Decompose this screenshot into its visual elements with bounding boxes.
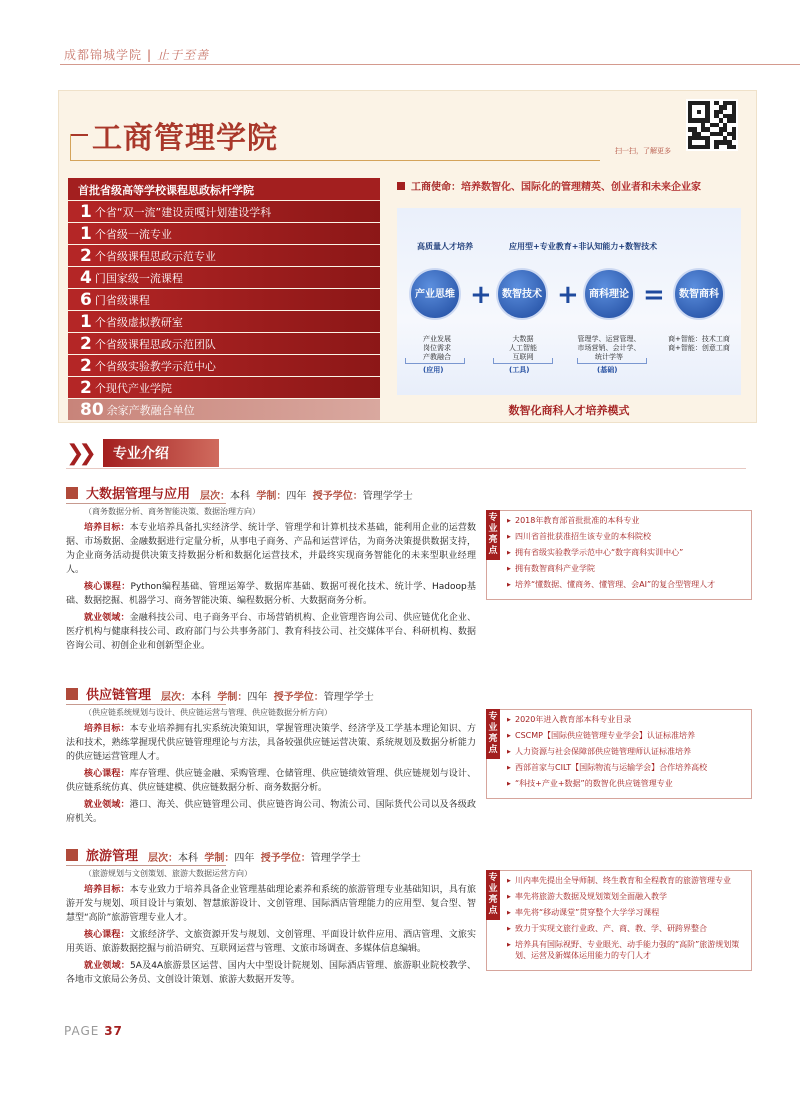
highlight-item: ▶ 2018年教育部首批批准的本科专业 xyxy=(507,515,745,526)
major-rule xyxy=(66,503,226,504)
degree-value: 管理学学士 xyxy=(362,491,413,502)
highlight-item: ▶ 拥有数智商科产业学院 xyxy=(507,563,745,574)
years-value: 四年 xyxy=(286,491,307,502)
goal-text: 本专业培养拥有扎实系统决策知识，掌握管理决策学、经济学及工学基本理论知识、方法和技术，熟练掌握现代供应链管理理论与方法，具备较强供应链运营决策、系统规划及数据分析能力的供应链运营管理人才。 xyxy=(66,724,476,762)
jobs-text: 港口、海关、供应链管理公司、供应链咨询公司、物流公司、国际货代公司以及各级政府机关。 xyxy=(66,800,476,824)
qr-code[interactable] xyxy=(686,99,738,151)
major-rule xyxy=(66,865,226,866)
school-name: 成都锦城学院 xyxy=(64,48,143,62)
major-block xyxy=(66,482,756,656)
header-text: 成都锦城学院 | 止于至善 xyxy=(64,48,210,62)
model-head-left: 高质量人才培养 xyxy=(417,242,473,251)
model-head-right: 应用型+专业教育+非认知能力+数智技术 xyxy=(509,242,658,251)
goal-text: 本专业致力于培养具备企业管理基础理论素养和系统的旅游管理专业基础知识，具有旅游开发与规划、项目设计与策划、智慧旅游设计、文创管理、国际酒店管理能力的应用型、复合型、智慧型“高阶”旅游管理专业人才。 xyxy=(66,885,476,923)
level-label: 层次： xyxy=(161,692,192,703)
core-text: 文旅经济学、文旅资源开发与规划、文创管理、平面设计软件应用、酒店管理、文旅实用英语、旅游数据挖掘与前沿研究、互联网运营与管理、文旅市场调查、多媒体信息编辑。 xyxy=(66,930,476,954)
stats-row xyxy=(68,223,380,244)
major-block xyxy=(66,683,756,829)
major-name: 供应链管理 xyxy=(86,688,152,703)
years-label: 学制： xyxy=(256,491,287,502)
bullet-square-icon xyxy=(66,487,78,499)
stats-text: 个省级虚拟教研室 xyxy=(94,315,183,329)
stats-text: 余家产教融合单位 xyxy=(106,403,195,417)
goal-label: 培养目标： xyxy=(84,523,130,533)
major-body xyxy=(66,521,476,653)
major-meta xyxy=(200,487,413,502)
page-number: 37 xyxy=(104,1024,123,1038)
school-motto: 止于至善 xyxy=(157,48,210,62)
stats-number: 2 xyxy=(80,377,92,398)
major-name: 旅游管理 xyxy=(86,849,139,864)
model-note-result: 商+智能：技术工商 商+智能：创意工商 xyxy=(668,335,730,352)
highlight-item: ▶ 培养具有国际视野、专业眼光、动手能力强的“高阶”旅游规划策划、运营及新媒体运用能力的专门人才 xyxy=(507,939,745,961)
major-name: 大数据管理与应用 xyxy=(86,487,191,502)
model-brace xyxy=(405,358,465,364)
stats-number: 80 xyxy=(80,399,104,420)
jobs-text: 金融科技公司、电子商务平台、市场营销机构、企业管理咨询公司、供应链优化企业、医疗机构与健康科技公司、政府部门与公共事务部门、教育科技公司、社交媒体平台、科研机构、数据咨询公司、初创企业和创新型企业。 xyxy=(66,613,476,651)
level-value: 本科 xyxy=(230,491,251,502)
years-value: 四年 xyxy=(247,692,268,703)
stats-row xyxy=(68,245,380,266)
stats-row xyxy=(68,333,380,354)
section-divider xyxy=(66,468,746,469)
stats-row xyxy=(68,267,380,288)
mission-label: 工商使命： xyxy=(411,182,461,193)
model-note-theory: 管理学、运营管理、 市场营销、会计学、 统计学等 xyxy=(577,335,641,361)
page-label: PAGE xyxy=(64,1024,100,1038)
mission-statement xyxy=(397,178,701,193)
equals-icon: = xyxy=(643,280,665,310)
level-value: 本科 xyxy=(191,692,212,703)
model-circle-theory: 商科理论 xyxy=(583,268,635,320)
top-bar xyxy=(0,0,800,62)
plus-icon: + xyxy=(470,280,492,310)
jobs-label: 就业领域： xyxy=(84,800,130,810)
core-label: 核心课程： xyxy=(84,930,130,940)
stats-text: 个省级课程思政示范团队 xyxy=(94,337,216,351)
core-text: Python编程基础、管理运筹学、数据库基础、数据可视化技术、统计学、Hadoop基础、数据挖掘、机器学习、商务智能决策、编程数据分析、大数据商务分析。 xyxy=(66,582,476,606)
goal-label: 培养目标： xyxy=(84,885,130,895)
highlight-item: ▶ 川内率先提出全导师制、终生教育和全程教育的旅游管理专业 xyxy=(507,875,745,886)
highlight-item: ▶ 率先将旅游大数据及规划策划全面融入教学 xyxy=(507,891,745,902)
highlight-list xyxy=(487,511,751,599)
model-circle-tech: 数智技术 xyxy=(496,268,548,320)
years-value: 四年 xyxy=(234,853,255,864)
model-cap-application: (应用) xyxy=(423,366,444,374)
core-label: 核心课程： xyxy=(84,769,130,779)
model-note-industry: 产业发展 岗位需求 产教融合 xyxy=(423,335,451,361)
highlight-tag: 专业亮点 xyxy=(486,709,500,759)
bullet-square-icon xyxy=(66,688,78,700)
degree-label: 授予学位： xyxy=(312,491,363,502)
stats-number: 6 xyxy=(80,289,92,310)
model-circle-result: 数智商科 xyxy=(673,268,725,320)
level-label: 层次： xyxy=(200,491,231,502)
highlight-item: ▶ “科技+产业+数据”的数智化供应链管理专业 xyxy=(507,778,745,789)
qr-caption: 扫一扫，了解更多 xyxy=(615,147,671,155)
highlight-list xyxy=(487,710,751,798)
highlight-item: ▶ 人力资源与社会保障部供应链管理师认证标准培养 xyxy=(507,746,745,757)
section-heading xyxy=(66,440,219,466)
major-rule xyxy=(66,704,226,705)
stats-text: 个省级实验教学示范中心 xyxy=(94,359,216,373)
highlight-list xyxy=(487,871,751,970)
highlight-item: ▶ 率先将“移动课堂”贯穿整个大学学习课程 xyxy=(507,907,745,918)
major-block xyxy=(66,844,756,990)
highlight-item: ▶ 培养“懂数据、懂商务、懂管理、会AI”的复合型管理人才 xyxy=(507,579,745,590)
jobs-text: 5A及4A旅游景区运营、国内大中型设计院规划、国际酒店管理、旅游职业院校教学、各地市文旅局公务员、文创设计策划、旅游大数据开发等。 xyxy=(66,961,476,985)
stats-number: 4 xyxy=(80,267,92,288)
model-brace xyxy=(493,358,553,364)
highlight-item: ▶ CSCMP【国际供应链管理专业学会】认证标准培养 xyxy=(507,730,745,741)
stats-heading: 首批省级高等学校课程思政标杆学院 xyxy=(68,178,380,200)
major-header xyxy=(66,482,756,502)
major-body xyxy=(66,722,476,826)
major-meta xyxy=(161,688,374,703)
stats-text: 个省“双一流”建设贡嘎计划建设学科 xyxy=(94,205,272,219)
degree-label: 授予学位： xyxy=(260,853,311,864)
stats-row xyxy=(68,377,380,398)
title-decoration xyxy=(70,134,88,136)
stats-row xyxy=(68,399,380,420)
model-circle-industry: 产业思维 xyxy=(409,268,461,320)
major-directions: （旅游规划与文创策划、旅游大数据运营方向） xyxy=(84,869,252,878)
highlight-tag: 专业亮点 xyxy=(486,510,500,560)
model-brace xyxy=(577,358,647,364)
major-directions: （商务数据分析、商务智能决策、数据治理方向） xyxy=(84,507,260,516)
degree-value: 管理学学士 xyxy=(310,853,361,864)
stats-row xyxy=(68,201,380,222)
core-text: 库存管理、供应链金融、采购管理、仓储管理、供应链绩效管理、供应链规划与设计、供应链系统仿真、供应链建模、供应链数据分析、商务数据分析。 xyxy=(66,769,476,793)
stats-number: 1 xyxy=(80,223,92,244)
stats-text: 门国家级一流课程 xyxy=(94,271,183,285)
major-header xyxy=(66,844,756,864)
stats-text: 个省级一流专业 xyxy=(94,227,172,241)
talent-model-diagram xyxy=(397,208,741,395)
model-cap-foundation: (基础) xyxy=(597,366,618,374)
stats-text: 个现代产业学院 xyxy=(94,381,172,395)
major-directions: （供应链系统规划与设计、供应链运营与管理、供应链数据分析方向） xyxy=(84,708,332,717)
stats-number: 2 xyxy=(80,333,92,354)
goal-text: 本专业培养具备扎实经济学、统计学、管理学和计算机技术基础，能利用企业的运营数据、市场数据、金融数据进行定量分析，从事电子商务、产品和运营评估，为商务决策提供数据支持，为企业商务活动提供决策支持数据分析和数据化运营技术，并最终实现商务智能化的未来型职业经理人。 xyxy=(66,523,476,575)
stats-text: 门省级课程 xyxy=(94,293,150,307)
model-caption: 数智化商科人才培养模式 xyxy=(508,404,630,417)
bullet-square-icon xyxy=(397,182,405,190)
jobs-label: 就业领域： xyxy=(84,961,131,971)
highlight-item: ▶ 2020年进入教育部本科专业目录 xyxy=(507,714,745,725)
years-label: 学制： xyxy=(217,692,248,703)
stats-text: 个省级课程思政示范专业 xyxy=(94,249,216,263)
double-chevron-icon: ❯❯ xyxy=(66,440,91,466)
model-cap-tool: (工具) xyxy=(509,366,530,374)
page-title: 工商管理学院 xyxy=(92,121,278,156)
header-divider xyxy=(60,64,800,65)
stats-row xyxy=(68,355,380,376)
highlights-box xyxy=(486,870,752,971)
model-note-tech: 大数据 人工智能 互联网 xyxy=(509,335,537,361)
title-rule xyxy=(70,160,600,161)
stats-row xyxy=(68,289,380,310)
major-meta xyxy=(148,849,361,864)
highlight-item: ▶ 西部首家与CILT【国际物流与运输学会】合作培养高校 xyxy=(507,762,745,773)
highlight-item: ▶ 四川省首批获准招生该专业的本科院校 xyxy=(507,531,745,542)
goal-label: 培养目标： xyxy=(84,724,130,734)
highlight-item: ▶ 致力于实现文旅行业政、产、商、教、学、研跨界整合 xyxy=(507,923,745,934)
jobs-label: 就业领域： xyxy=(84,613,130,623)
level-label: 层次： xyxy=(148,853,179,864)
major-header xyxy=(66,683,756,703)
degree-label: 授予学位： xyxy=(273,692,324,703)
degree-value: 管理学学士 xyxy=(323,692,374,703)
bullet-square-icon xyxy=(66,849,78,861)
level-value: 本科 xyxy=(178,853,199,864)
stats-number: 1 xyxy=(80,201,92,222)
highlights-box xyxy=(486,709,752,799)
core-label: 核心课程： xyxy=(84,582,131,592)
stats-number: 2 xyxy=(80,245,92,266)
stats-number: 2 xyxy=(80,355,92,376)
stats-row xyxy=(68,311,380,332)
years-label: 学制： xyxy=(204,853,235,864)
major-body xyxy=(66,883,476,987)
mission-text: 培养数智化、国际化的管理精英、创业者和未来企业家 xyxy=(461,182,701,193)
highlight-tag: 专业亮点 xyxy=(486,870,500,920)
stats-list xyxy=(68,178,380,420)
stats-number: 1 xyxy=(80,311,92,332)
page-footer xyxy=(64,1024,123,1038)
highlights-box xyxy=(486,510,752,600)
plus-icon: + xyxy=(557,280,579,310)
highlight-item: ▶ 拥有省级实验教学示范中心“数字商科实训中心” xyxy=(507,547,745,558)
section-title: 专业介绍 xyxy=(103,439,219,467)
